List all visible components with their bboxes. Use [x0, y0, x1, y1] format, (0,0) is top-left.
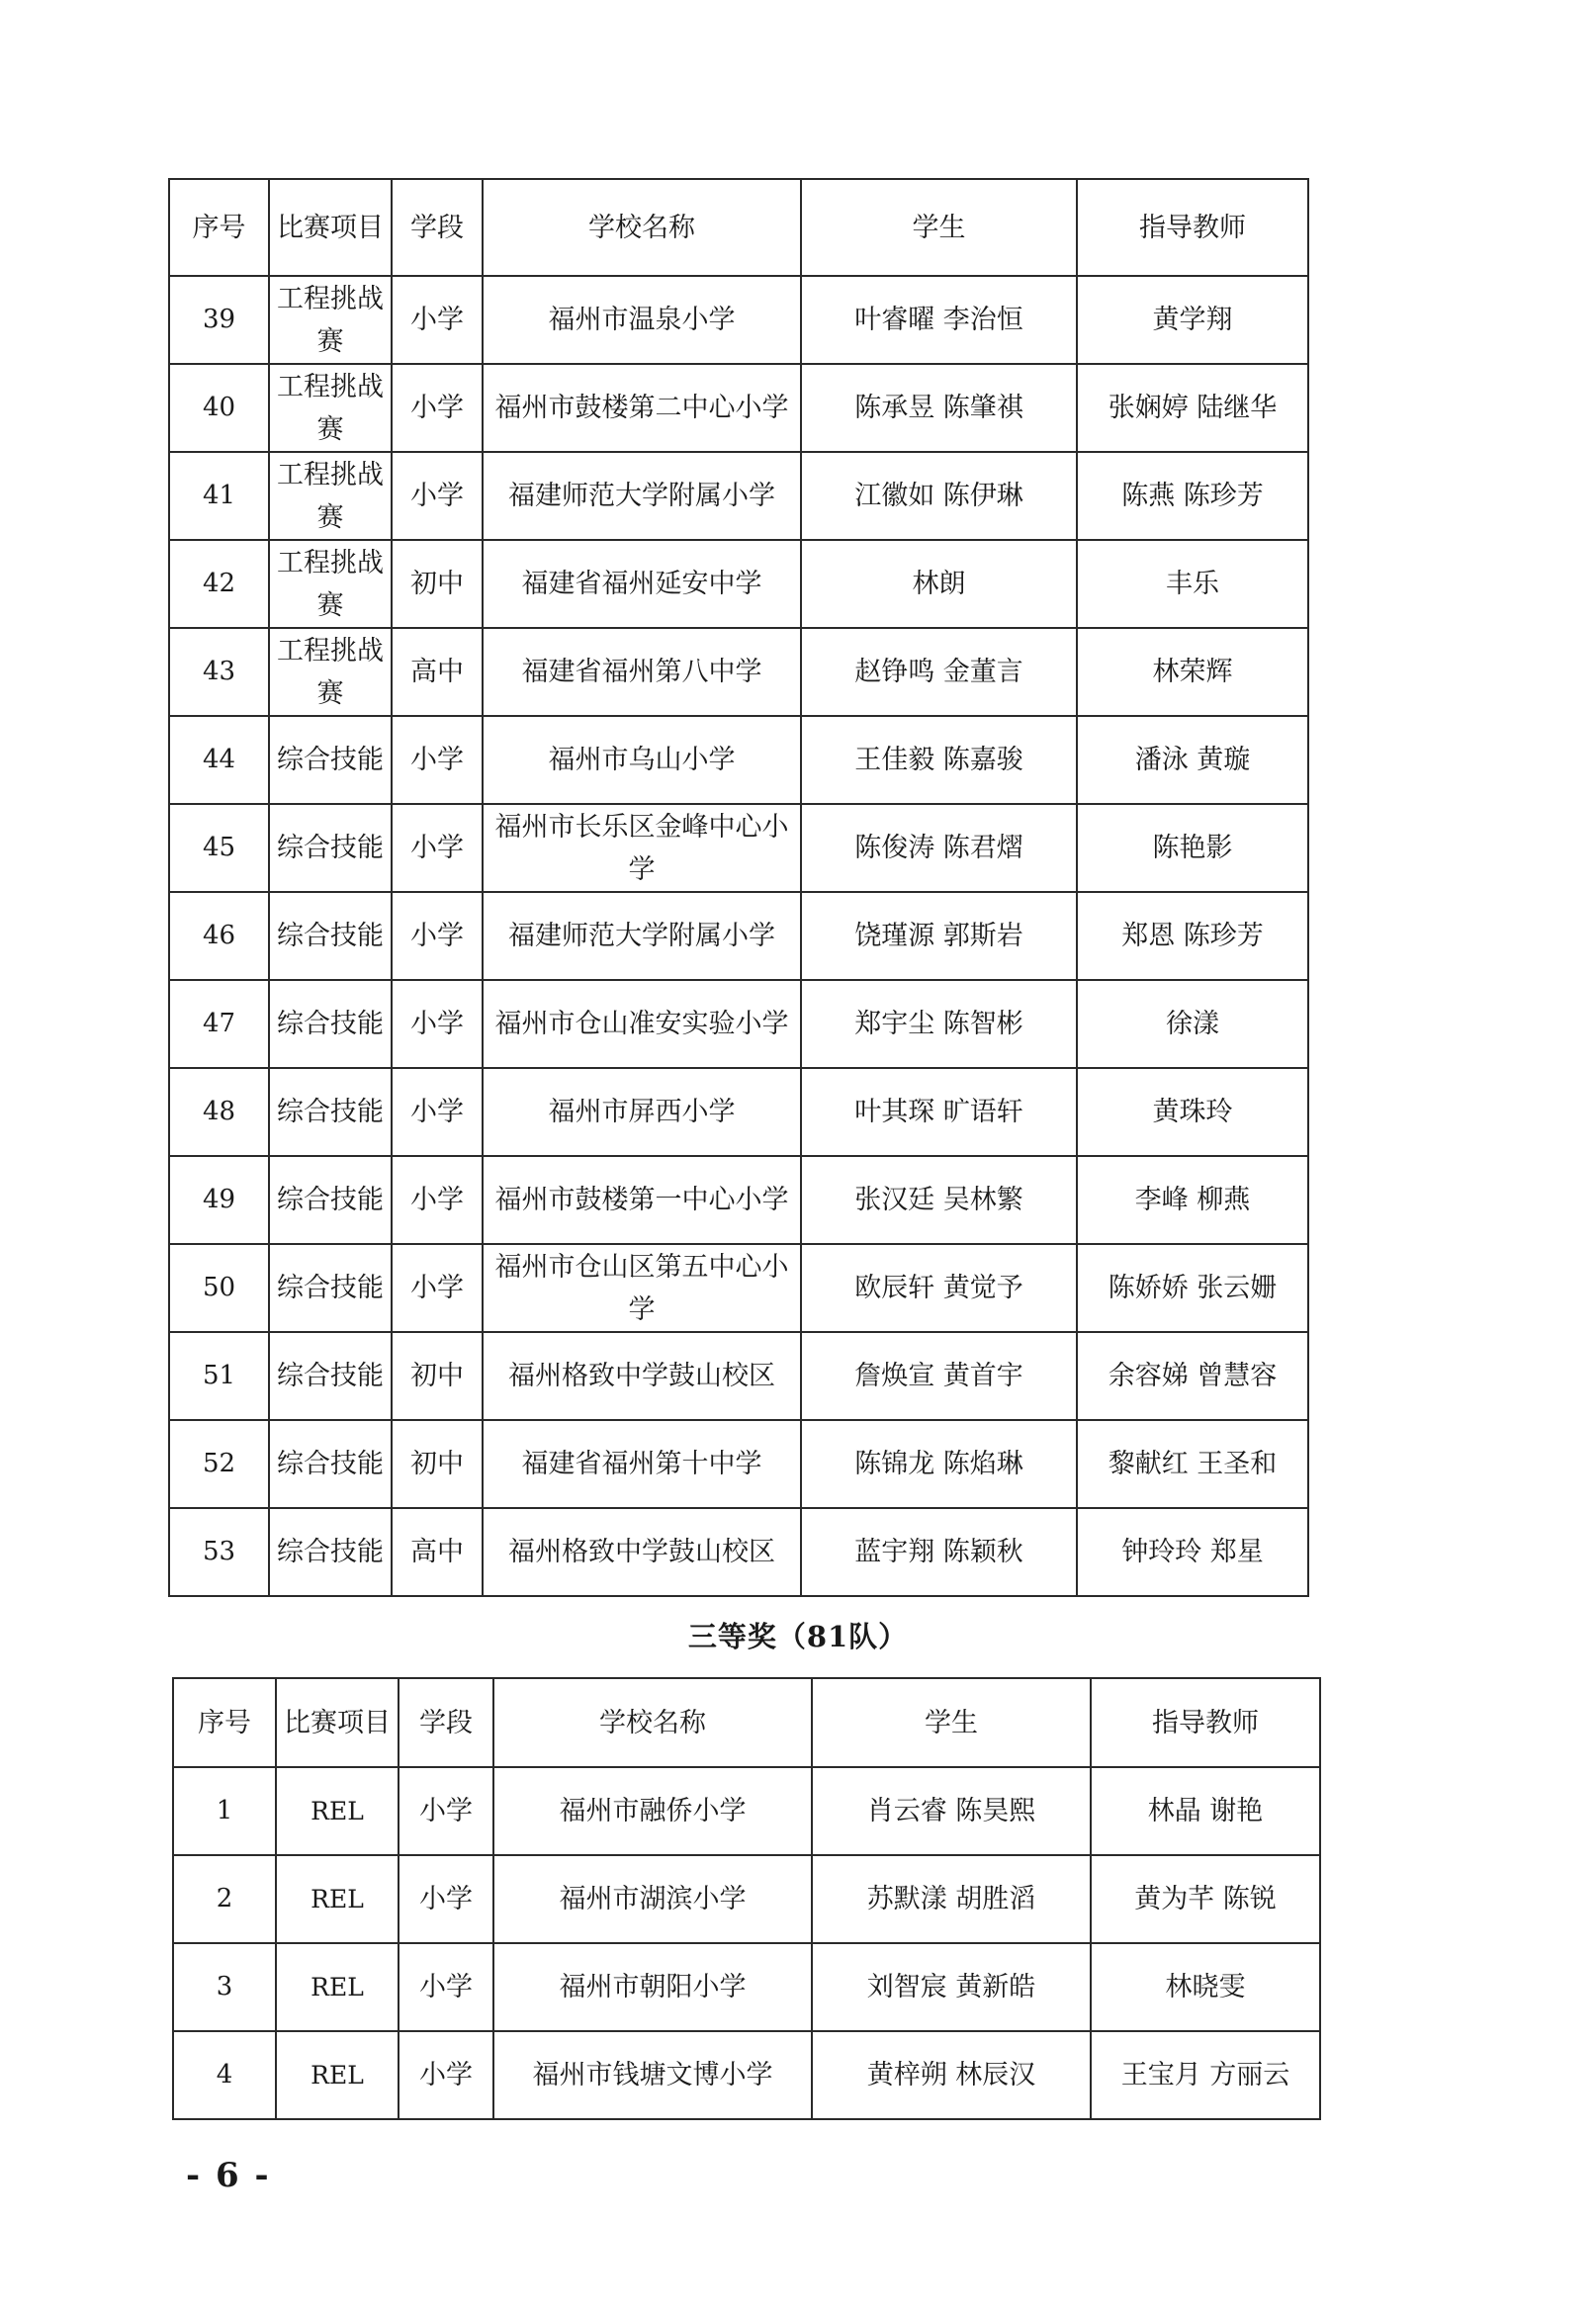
cell-event: REL: [276, 1767, 399, 1855]
cell-event: REL: [276, 2031, 399, 2119]
cell-serial: 43: [169, 628, 269, 716]
cell-event: 工程挑战赛: [269, 540, 392, 628]
cell-event: REL: [276, 1943, 399, 2031]
cell-students: 肖云睿 陈昊熙: [812, 1767, 1091, 1855]
cell-stage: 小学: [392, 364, 483, 452]
cell-students: 王佳毅 陈嘉骏: [801, 716, 1077, 804]
table-row: [169, 276, 1308, 364]
cell-school: 福州市湖滨小学: [493, 1855, 812, 1943]
cell-stage: 高中: [392, 628, 483, 716]
cell-school: 福州格致中学鼓山校区: [483, 1332, 801, 1420]
cell-stage: 小学: [392, 892, 483, 980]
table-row: [173, 1943, 1320, 2031]
cell-stage: 小学: [392, 1244, 483, 1332]
cell-school: 福州市鼓楼第一中心小学: [483, 1156, 801, 1244]
cell-teachers: 林晶 谢艳: [1091, 1767, 1320, 1855]
cell-students: 欧辰轩 黄觉予: [801, 1244, 1077, 1332]
table-row: [169, 452, 1308, 540]
cell-event: 综合技能: [269, 716, 392, 804]
cell-serial: 51: [169, 1332, 269, 1420]
cell-serial: 53: [169, 1508, 269, 1596]
award-table-second-prize-continued: [168, 178, 1309, 1597]
cell-students: 林朗: [801, 540, 1077, 628]
cell-event: 综合技能: [269, 892, 392, 980]
header-students: 学生: [812, 1678, 1091, 1767]
cell-teachers: 黄为芊 陈锐: [1091, 1855, 1320, 1943]
cell-stage: 初中: [392, 1420, 483, 1508]
cell-teachers: 黎献红 王圣和: [1077, 1420, 1308, 1508]
cell-event: 综合技能: [269, 1332, 392, 1420]
cell-stage: 小学: [392, 452, 483, 540]
cell-event: 综合技能: [269, 1420, 392, 1508]
cell-event: 综合技能: [269, 1068, 392, 1156]
page-number: - 6 -: [186, 2156, 271, 2195]
cell-students: 黄梓朔 林辰汉: [812, 2031, 1091, 2119]
header-event: 比赛项目: [276, 1678, 399, 1767]
table-row: [169, 1508, 1308, 1596]
cell-teachers: 黄珠玲: [1077, 1068, 1308, 1156]
cell-teachers: 陈燕 陈珍芳: [1077, 452, 1308, 540]
table-row: [169, 716, 1308, 804]
cell-serial: 41: [169, 452, 269, 540]
cell-event: REL: [276, 1855, 399, 1943]
table-row: [173, 1767, 1320, 1855]
table-row: [169, 1156, 1308, 1244]
cell-school: 福州市融侨小学: [493, 1767, 812, 1855]
table-row: [169, 1244, 1308, 1332]
cell-stage: 小学: [392, 980, 483, 1068]
cell-students: 郑宇尘 陈智彬: [801, 980, 1077, 1068]
table-row: [173, 1855, 1320, 1943]
cell-school: 福建省福州延安中学: [483, 540, 801, 628]
table-row: [169, 1332, 1308, 1420]
cell-event: 综合技能: [269, 1156, 392, 1244]
table-header-row: [169, 179, 1308, 276]
table-row: [169, 1068, 1308, 1156]
cell-serial: 39: [169, 276, 269, 364]
cell-event: 综合技能: [269, 1244, 392, 1332]
cell-stage: 小学: [399, 2031, 493, 2119]
cell-school: 福州市朝阳小学: [493, 1943, 812, 2031]
cell-serial: 48: [169, 1068, 269, 1156]
cell-stage: 初中: [392, 540, 483, 628]
cell-stage: 小学: [399, 1767, 493, 1855]
cell-event: 综合技能: [269, 804, 392, 892]
cell-teachers: 郑恩 陈珍芳: [1077, 892, 1308, 980]
cell-teachers: 钟玲玲 郑星: [1077, 1508, 1308, 1596]
cell-students: 叶睿曜 李治恒: [801, 276, 1077, 364]
header-students: 学生: [801, 179, 1077, 276]
cell-event: 工程挑战赛: [269, 452, 392, 540]
table-row: [169, 628, 1308, 716]
header-stage: 学段: [399, 1678, 493, 1767]
cell-serial: 49: [169, 1156, 269, 1244]
table-row: [169, 980, 1308, 1068]
cell-school: 福州市钱塘文博小学: [493, 2031, 812, 2119]
cell-school: 福建师范大学附属小学: [483, 892, 801, 980]
cell-serial: 50: [169, 1244, 269, 1332]
cell-students: 叶其琛 旷语轩: [801, 1068, 1077, 1156]
cell-school: 福州市长乐区金峰中心小学: [483, 804, 801, 892]
cell-teachers: 李峰 柳燕: [1077, 1156, 1308, 1244]
cell-event: 综合技能: [269, 980, 392, 1068]
cell-school: 福州市仓山区第五中心小学: [483, 1244, 801, 1332]
cell-students: 陈俊涛 陈君熠: [801, 804, 1077, 892]
cell-students: 陈承昱 陈肇祺: [801, 364, 1077, 452]
cell-teachers: 陈娇娇 张云姗: [1077, 1244, 1308, 1332]
award-table-third-prize: [172, 1677, 1321, 2120]
cell-stage: 小学: [392, 804, 483, 892]
cell-stage: 小学: [399, 1855, 493, 1943]
cell-school: 福州市仓山准安实验小学: [483, 980, 801, 1068]
cell-event: 综合技能: [269, 1508, 392, 1596]
cell-students: 詹焕宣 黄首宇: [801, 1332, 1077, 1420]
cell-serial: 1: [173, 1767, 276, 1855]
cell-students: 刘智宸 黄新皓: [812, 1943, 1091, 2031]
cell-students: 江徽如 陈伊琳: [801, 452, 1077, 540]
header-stage: 学段: [392, 179, 483, 276]
cell-students: 苏默漾 胡胜滔: [812, 1855, 1091, 1943]
header-serial: 序号: [169, 179, 269, 276]
cell-serial: 47: [169, 980, 269, 1068]
cell-school: 福建省福州第十中学: [483, 1420, 801, 1508]
cell-serial: 46: [169, 892, 269, 980]
cell-teachers: 张娴婷 陆继华: [1077, 364, 1308, 452]
cell-event: 工程挑战赛: [269, 276, 392, 364]
header-teachers: 指导教师: [1077, 179, 1308, 276]
cell-stage: 初中: [392, 1332, 483, 1420]
cell-school: 福州格致中学鼓山校区: [483, 1508, 801, 1596]
third-prize-heading: 三等奖（81队）: [687, 1620, 909, 1653]
cell-teachers: 余容娣 曾慧容: [1077, 1332, 1308, 1420]
cell-serial: 44: [169, 716, 269, 804]
cell-teachers: 林荣辉: [1077, 628, 1308, 716]
table-row: [169, 1420, 1308, 1508]
header-teachers: 指导教师: [1091, 1678, 1320, 1767]
cell-teachers: 王宝月 方丽云: [1091, 2031, 1320, 2119]
cell-stage: 高中: [392, 1508, 483, 1596]
cell-students: 张汉廷 吴林繁: [801, 1156, 1077, 1244]
table-row: [169, 892, 1308, 980]
cell-stage: 小学: [399, 1943, 493, 2031]
cell-teachers: 林晓雯: [1091, 1943, 1320, 2031]
cell-school: 福建省福州第八中学: [483, 628, 801, 716]
cell-students: 陈锦龙 陈焰琳: [801, 1420, 1077, 1508]
cell-event: 工程挑战赛: [269, 364, 392, 452]
cell-school: 福建师范大学附属小学: [483, 452, 801, 540]
table-row: [169, 364, 1308, 452]
header-event: 比赛项目: [269, 179, 392, 276]
cell-school: 福州市温泉小学: [483, 276, 801, 364]
cell-serial: 3: [173, 1943, 276, 2031]
cell-serial: 40: [169, 364, 269, 452]
cell-school: 福州市鼓楼第二中心小学: [483, 364, 801, 452]
cell-teachers: 徐漾: [1077, 980, 1308, 1068]
table-row: [169, 804, 1308, 892]
table-row: [169, 540, 1308, 628]
cell-teachers: 黄学翔: [1077, 276, 1308, 364]
cell-students: 赵铮鸣 金董言: [801, 628, 1077, 716]
cell-stage: 小学: [392, 716, 483, 804]
cell-event: 工程挑战赛: [269, 628, 392, 716]
header-school: 学校名称: [483, 179, 801, 276]
cell-serial: 45: [169, 804, 269, 892]
cell-students: 蓝宇翔 陈颖秋: [801, 1508, 1077, 1596]
cell-stage: 小学: [392, 1068, 483, 1156]
cell-serial: 52: [169, 1420, 269, 1508]
cell-stage: 小学: [392, 276, 483, 364]
cell-students: 饶瑾源 郭斯岩: [801, 892, 1077, 980]
cell-school: 福州市乌山小学: [483, 716, 801, 804]
table-row: [173, 2031, 1320, 2119]
header-school: 学校名称: [493, 1678, 812, 1767]
cell-teachers: 丰乐: [1077, 540, 1308, 628]
cell-serial: 4: [173, 2031, 276, 2119]
header-serial: 序号: [173, 1678, 276, 1767]
table-header-row: [173, 1678, 1320, 1767]
cell-teachers: 潘泳 黄璇: [1077, 716, 1308, 804]
cell-teachers: 陈艳影: [1077, 804, 1308, 892]
cell-stage: 小学: [392, 1156, 483, 1244]
cell-serial: 2: [173, 1855, 276, 1943]
cell-school: 福州市屏西小学: [483, 1068, 801, 1156]
cell-serial: 42: [169, 540, 269, 628]
